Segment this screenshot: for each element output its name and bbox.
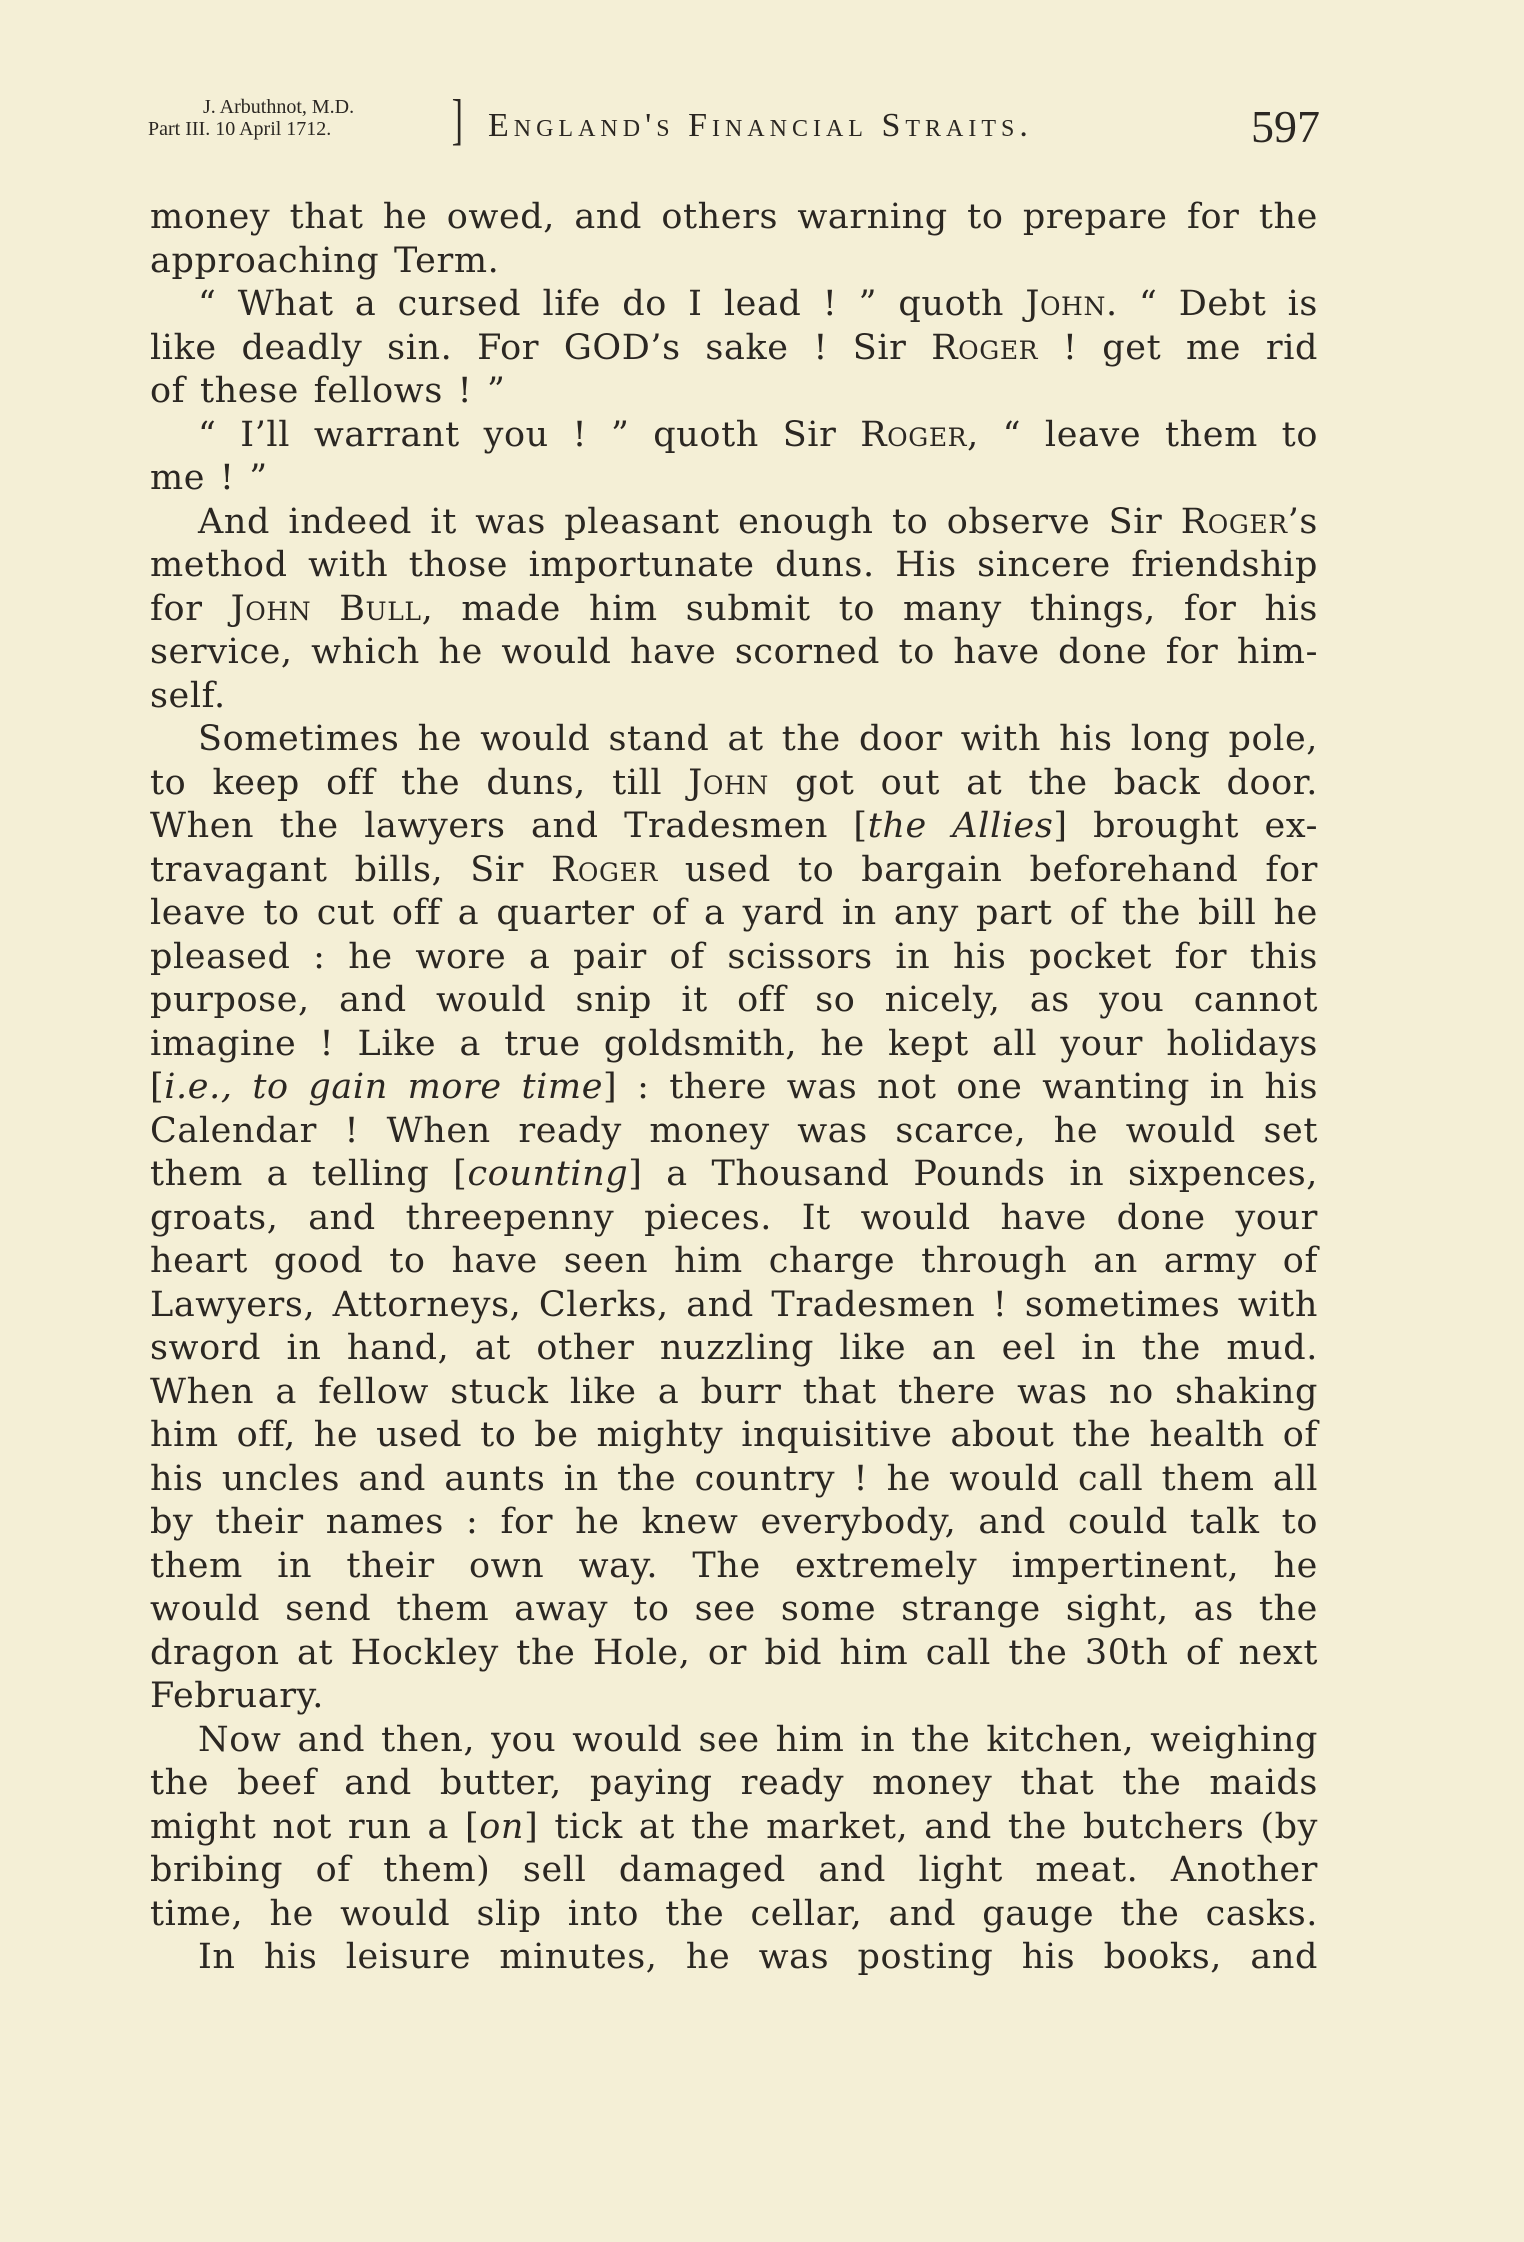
text-line: to keep off the duns, till John got out at the back door.: [150, 762, 1319, 803]
text-line: “ I’ll warrant you ! ” quoth Sir Roger, “ leave them to: [198, 414, 1318, 455]
text-line: time, he would slip into the cellar, and gauge the casks.: [150, 1893, 1318, 1934]
text-line: of these fellows ! ”: [150, 371, 506, 411]
text-line: the beef and butter, paying ready money that the maids: [150, 1763, 1318, 1803]
text-line: dragon at Hockley the Hole, or bid him call the 30th of next: [150, 1632, 1318, 1673]
text-line: groats, and threepenny pieces. It would have done your: [150, 1197, 1318, 1238]
text-line: Lawyers, Attorneys, Clerks, and Tradesmen ! sometimes with: [150, 1284, 1318, 1325]
page-number: 597: [1251, 101, 1320, 152]
text-line: by their names : for he knew everybody, and could talk to: [150, 1502, 1318, 1542]
text-line: Calendar ! When ready money was scarce, he would set: [150, 1110, 1318, 1151]
text-line: like deadly sin. For GOD’s sake ! Sir Roger ! get me rid: [150, 327, 1318, 368]
text-line: When the lawyers and Tradesmen [the Allies] brought ex-: [150, 806, 1319, 846]
text-line: February.: [150, 1676, 325, 1716]
text-line: [i.e., to gain more time] : there was not one wanting in his: [150, 1067, 1319, 1107]
text-line: imagine ! Like a true goldsmith, he kept all your holidays: [150, 1023, 1318, 1064]
text-line: might not run a [on] tick at the market, and the butchers (by: [150, 1806, 1318, 1847]
text-line: In his leisure minutes, he was posting his books, and: [198, 1937, 1318, 1977]
text-line: me ! ”: [150, 458, 268, 498]
attribution-part-date: Part III. 10 April 1712.: [148, 118, 332, 140]
body-text: [150, 196, 1318, 1980]
text-line: pleased : he wore a pair of scissors in his pocket for this: [150, 936, 1318, 977]
text-line: sword in hand, at other nuzzling like an eel in the mud.: [150, 1328, 1318, 1368]
running-head-bracket: ]: [451, 89, 463, 151]
text-line: Now and then, you would see him in the kitchen, weighing: [198, 1719, 1318, 1760]
running-head-title: [488, 102, 1033, 150]
text-line: heart good to have seen him charge through an army of: [150, 1241, 1318, 1281]
text-line: for John Bull, made him submit to many things, for his: [150, 588, 1318, 629]
text-line: would send them away to see some strange sight, as the: [150, 1589, 1318, 1629]
text-line: travagant bills, Sir Roger used to bargain beforehand for: [150, 849, 1318, 890]
text-line: them a telling [counting] a Thousand Pounds in sixpences,: [150, 1154, 1318, 1194]
text-line: them in their own way. The extremely impertinent, he: [150, 1545, 1318, 1586]
text-line: his uncles and aunts in the country ! he would call them all: [150, 1458, 1318, 1499]
running-head-title-text: England's Financial Straits.: [488, 107, 1033, 144]
text-line: “ What a cursed life do I lead ! ” quoth John. “ Debt is: [198, 284, 1318, 324]
text-line: Sometimes he would stand at the door with his long pole,: [198, 719, 1318, 759]
text-line: leave to cut off a quarter of a yard in any part of the bill he: [150, 893, 1318, 933]
running-head-attribution: [148, 96, 354, 140]
attribution-author: J. Arbuthnot, M.D.: [203, 96, 355, 118]
text-line: bribing of them) sell damaged and light meat. Another: [150, 1850, 1318, 1890]
text-line: service, which he would have scorned to have done for him-: [150, 632, 1318, 672]
text-line: approaching Term.: [150, 240, 500, 281]
text-line: self.: [150, 675, 226, 716]
text-line: And indeed it was pleasant enough to observe Sir Roger’s: [198, 501, 1318, 542]
text-line: method with those importunate duns. His sincere friendship: [150, 545, 1318, 585]
text-line: him off, he used to be mighty inquisitive about the health of: [150, 1415, 1318, 1455]
text-line: money that he owed, and others warning to prepare for the: [150, 197, 1318, 237]
running-head: [148, 88, 1320, 158]
text-line: purpose, and would snip it off so nicely, as you cannot: [150, 980, 1318, 1020]
text-line: When a fellow stuck like a burr that there was no shaking: [150, 1371, 1318, 1412]
